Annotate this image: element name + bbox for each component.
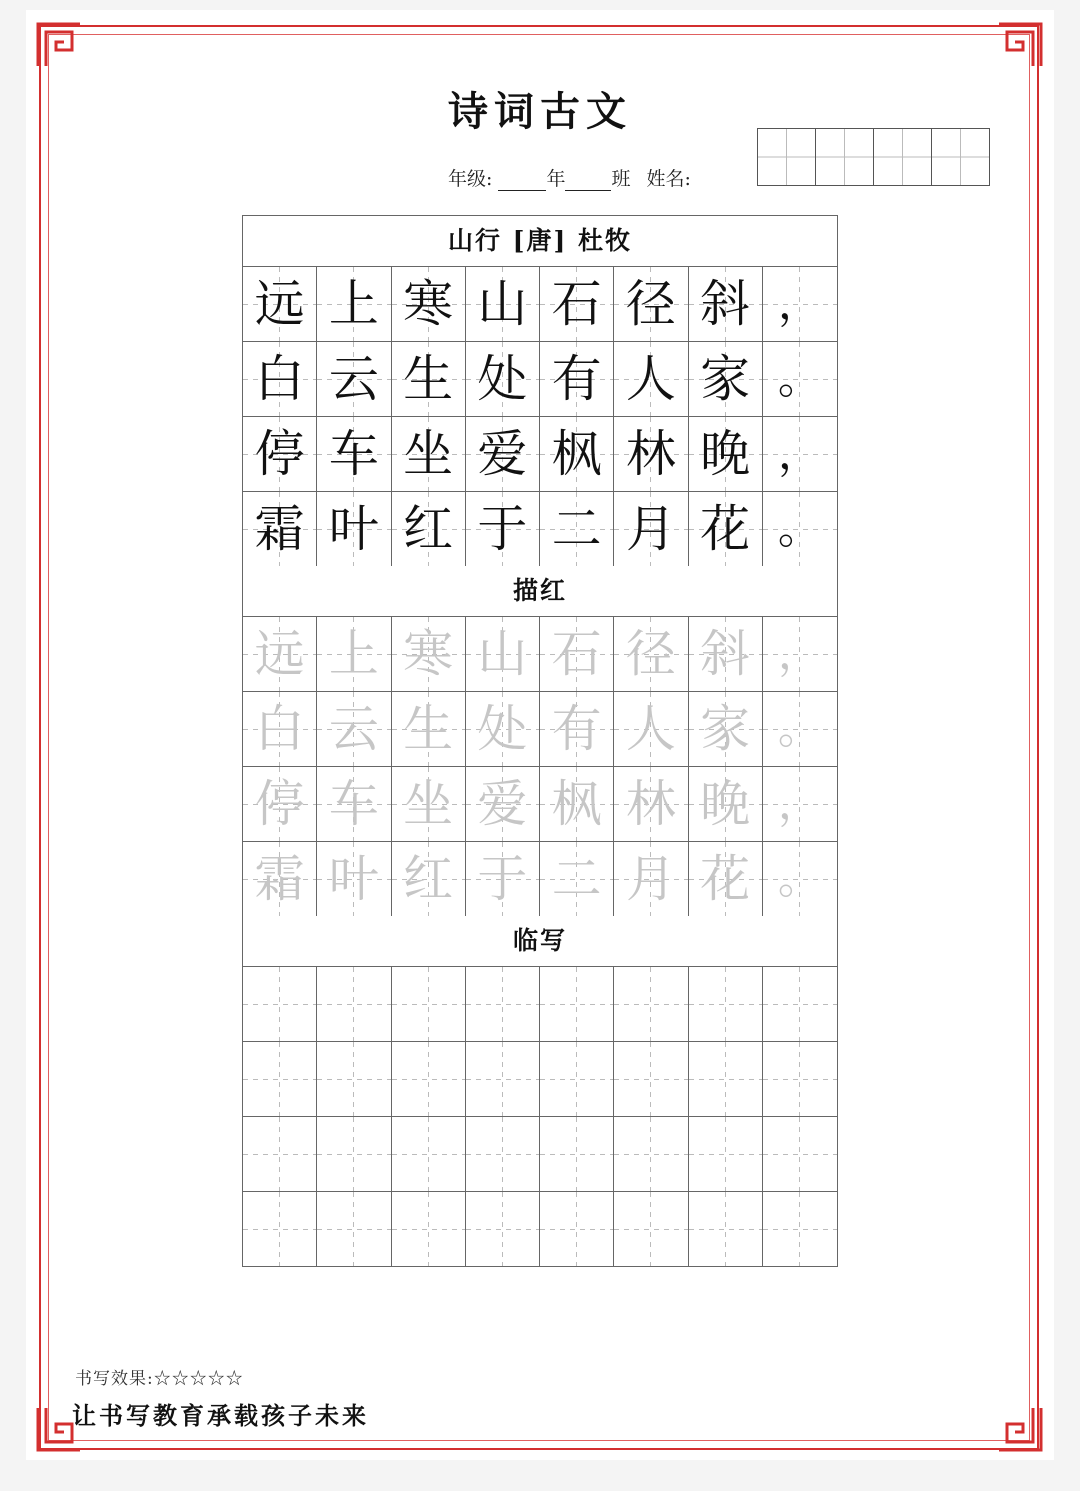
copy-cell[interactable]	[466, 1117, 540, 1191]
copy-cell[interactable]	[466, 1042, 540, 1116]
trace-char-cell: 晚	[689, 767, 763, 841]
copy-cell[interactable]	[392, 1117, 466, 1191]
trace-char-cell: 白	[243, 692, 317, 766]
poem-char-cell: 斜	[689, 267, 763, 341]
copy-cell[interactable]	[243, 967, 317, 1041]
trace-char-cell: 远	[243, 617, 317, 691]
page-title: 诗词古文	[448, 88, 632, 135]
corner-ornament-bottom-right	[997, 1406, 1043, 1452]
copy-cell[interactable]	[392, 1192, 466, 1266]
writing-grid	[242, 215, 838, 1267]
trace-section	[243, 617, 837, 916]
poem-char-cell: 人	[614, 342, 688, 416]
trace-char-cell: 。	[763, 692, 837, 766]
copy-cell[interactable]	[317, 1117, 391, 1191]
trace-header: 描红	[243, 566, 837, 617]
copy-cell[interactable]	[392, 967, 466, 1041]
trace-row	[243, 842, 837, 916]
poem-char-cell: 寒	[392, 267, 466, 341]
poem-char-cell: 林	[614, 417, 688, 491]
copy-cell[interactable]	[763, 1192, 837, 1266]
name-box[interactable]	[873, 128, 932, 186]
poem-char-cell: 月	[614, 492, 688, 566]
poem-char-cell: 白	[243, 342, 317, 416]
poem-char-cell: 。	[763, 342, 837, 416]
trace-char-cell: 林	[614, 767, 688, 841]
poem-char-cell: 处	[466, 342, 540, 416]
copy-cell[interactable]	[317, 967, 391, 1041]
poem-char-cell: 于	[466, 492, 540, 566]
poem-char-cell: 云	[317, 342, 391, 416]
poem-char-cell: 停	[243, 417, 317, 491]
trace-char-cell: 停	[243, 767, 317, 841]
poem-row	[243, 492, 837, 566]
poem-char-cell: 叶	[317, 492, 391, 566]
name-box[interactable]	[757, 128, 816, 186]
grade-blank[interactable]	[498, 170, 546, 191]
poem-section	[243, 267, 837, 566]
poem-char-cell: 家	[689, 342, 763, 416]
copy-cell[interactable]	[689, 1192, 763, 1266]
poem-char-cell: 红	[392, 492, 466, 566]
trace-char-cell: 红	[392, 842, 466, 916]
trace-row	[243, 617, 837, 692]
trace-char-cell: 霜	[243, 842, 317, 916]
copy-cell[interactable]	[614, 1042, 688, 1116]
poem-char-cell: 坐	[392, 417, 466, 491]
poem-row	[243, 267, 837, 342]
trace-char-cell: 有	[540, 692, 614, 766]
trace-char-cell: 枫	[540, 767, 614, 841]
trace-char-cell: 云	[317, 692, 391, 766]
copy-cell[interactable]	[317, 1192, 391, 1266]
poem-char-cell: 上	[317, 267, 391, 341]
slogan: 让书写教育承载孩子未来	[72, 1401, 369, 1430]
trace-char-cell: 斜	[689, 617, 763, 691]
name-box[interactable]	[931, 128, 990, 186]
rating-label: 书写效果:	[75, 1369, 154, 1389]
copy-row	[243, 1117, 837, 1192]
copy-cell[interactable]	[243, 1192, 317, 1266]
copy-cell[interactable]	[540, 1117, 614, 1191]
trace-char-cell: 。	[763, 842, 837, 916]
corner-ornament-top-right	[997, 22, 1043, 68]
trace-char-cell: 径	[614, 617, 688, 691]
trace-char-cell: 处	[466, 692, 540, 766]
trace-char-cell: 月	[614, 842, 688, 916]
trace-char-cell: ，	[763, 617, 837, 691]
poem-row	[243, 417, 837, 492]
copy-cell[interactable]	[317, 1042, 391, 1116]
class-label: 班	[611, 168, 631, 190]
grade-label: 年级:	[448, 168, 493, 190]
rating-stars[interactable]: ☆☆☆☆☆	[153, 1369, 244, 1389]
poem-char-cell: 有	[540, 342, 614, 416]
trace-char-cell: 上	[317, 617, 391, 691]
trace-char-cell: 车	[317, 767, 391, 841]
copy-cell[interactable]	[540, 967, 614, 1041]
copy-row	[243, 1042, 837, 1117]
trace-char-cell: 人	[614, 692, 688, 766]
poem-char-cell: 生	[392, 342, 466, 416]
copy-cell[interactable]	[763, 1117, 837, 1191]
poem-char-cell: ，	[763, 267, 837, 341]
rating-line	[75, 1364, 244, 1389]
copy-cell[interactable]	[466, 967, 540, 1041]
copy-section	[243, 967, 837, 1266]
copy-cell[interactable]	[689, 967, 763, 1041]
copy-row	[243, 967, 837, 1042]
poem-char-cell: 晚	[689, 417, 763, 491]
poem-char-cell: 霜	[243, 492, 317, 566]
trace-char-cell: 寒	[392, 617, 466, 691]
trace-row	[243, 767, 837, 842]
student-info-line	[448, 164, 691, 191]
copy-cell[interactable]	[243, 1042, 317, 1116]
trace-char-cell: 于	[466, 842, 540, 916]
trace-char-cell: 石	[540, 617, 614, 691]
class-blank[interactable]	[565, 170, 611, 191]
trace-char-cell: 二	[540, 842, 614, 916]
name-boxes[interactable]	[758, 128, 990, 186]
poem-char-cell: 。	[763, 492, 837, 566]
poem-header: 山行 [唐] 杜牧	[243, 216, 837, 267]
copy-cell[interactable]	[392, 1042, 466, 1116]
copy-row	[243, 1192, 837, 1266]
copy-cell[interactable]	[466, 1192, 540, 1266]
poem-char-cell: 石	[540, 267, 614, 341]
trace-char-cell: 爱	[466, 767, 540, 841]
trace-char-cell: 山	[466, 617, 540, 691]
poem-char-cell: 爱	[466, 417, 540, 491]
poem-char-cell: ，	[763, 417, 837, 491]
copy-header: 临写	[243, 916, 837, 967]
poem-char-cell: 径	[614, 267, 688, 341]
trace-char-cell: 家	[689, 692, 763, 766]
copy-cell[interactable]	[689, 1117, 763, 1191]
name-box[interactable]	[815, 128, 874, 186]
copy-cell[interactable]	[614, 1117, 688, 1191]
copy-cell[interactable]	[540, 1042, 614, 1116]
trace-row	[243, 692, 837, 767]
trace-char-cell: 叶	[317, 842, 391, 916]
copy-cell[interactable]	[763, 1042, 837, 1116]
name-label: 姓名:	[646, 168, 691, 190]
copy-cell[interactable]	[763, 967, 837, 1041]
copy-cell[interactable]	[243, 1117, 317, 1191]
copy-cell[interactable]	[540, 1192, 614, 1266]
trace-char-cell: 花	[689, 842, 763, 916]
trace-char-cell: 坐	[392, 767, 466, 841]
copy-cell[interactable]	[614, 967, 688, 1041]
poem-char-cell: 车	[317, 417, 391, 491]
trace-char-cell: ，	[763, 767, 837, 841]
poem-char-cell: 花	[689, 492, 763, 566]
copy-cell[interactable]	[614, 1192, 688, 1266]
copy-cell[interactable]	[689, 1042, 763, 1116]
poem-char-cell: 枫	[540, 417, 614, 491]
poem-row	[243, 342, 837, 417]
corner-ornament-top-left	[36, 22, 82, 68]
year-label: 年	[546, 168, 566, 190]
trace-char-cell: 生	[392, 692, 466, 766]
poem-char-cell: 二	[540, 492, 614, 566]
poem-char-cell: 山	[466, 267, 540, 341]
poem-char-cell: 远	[243, 267, 317, 341]
